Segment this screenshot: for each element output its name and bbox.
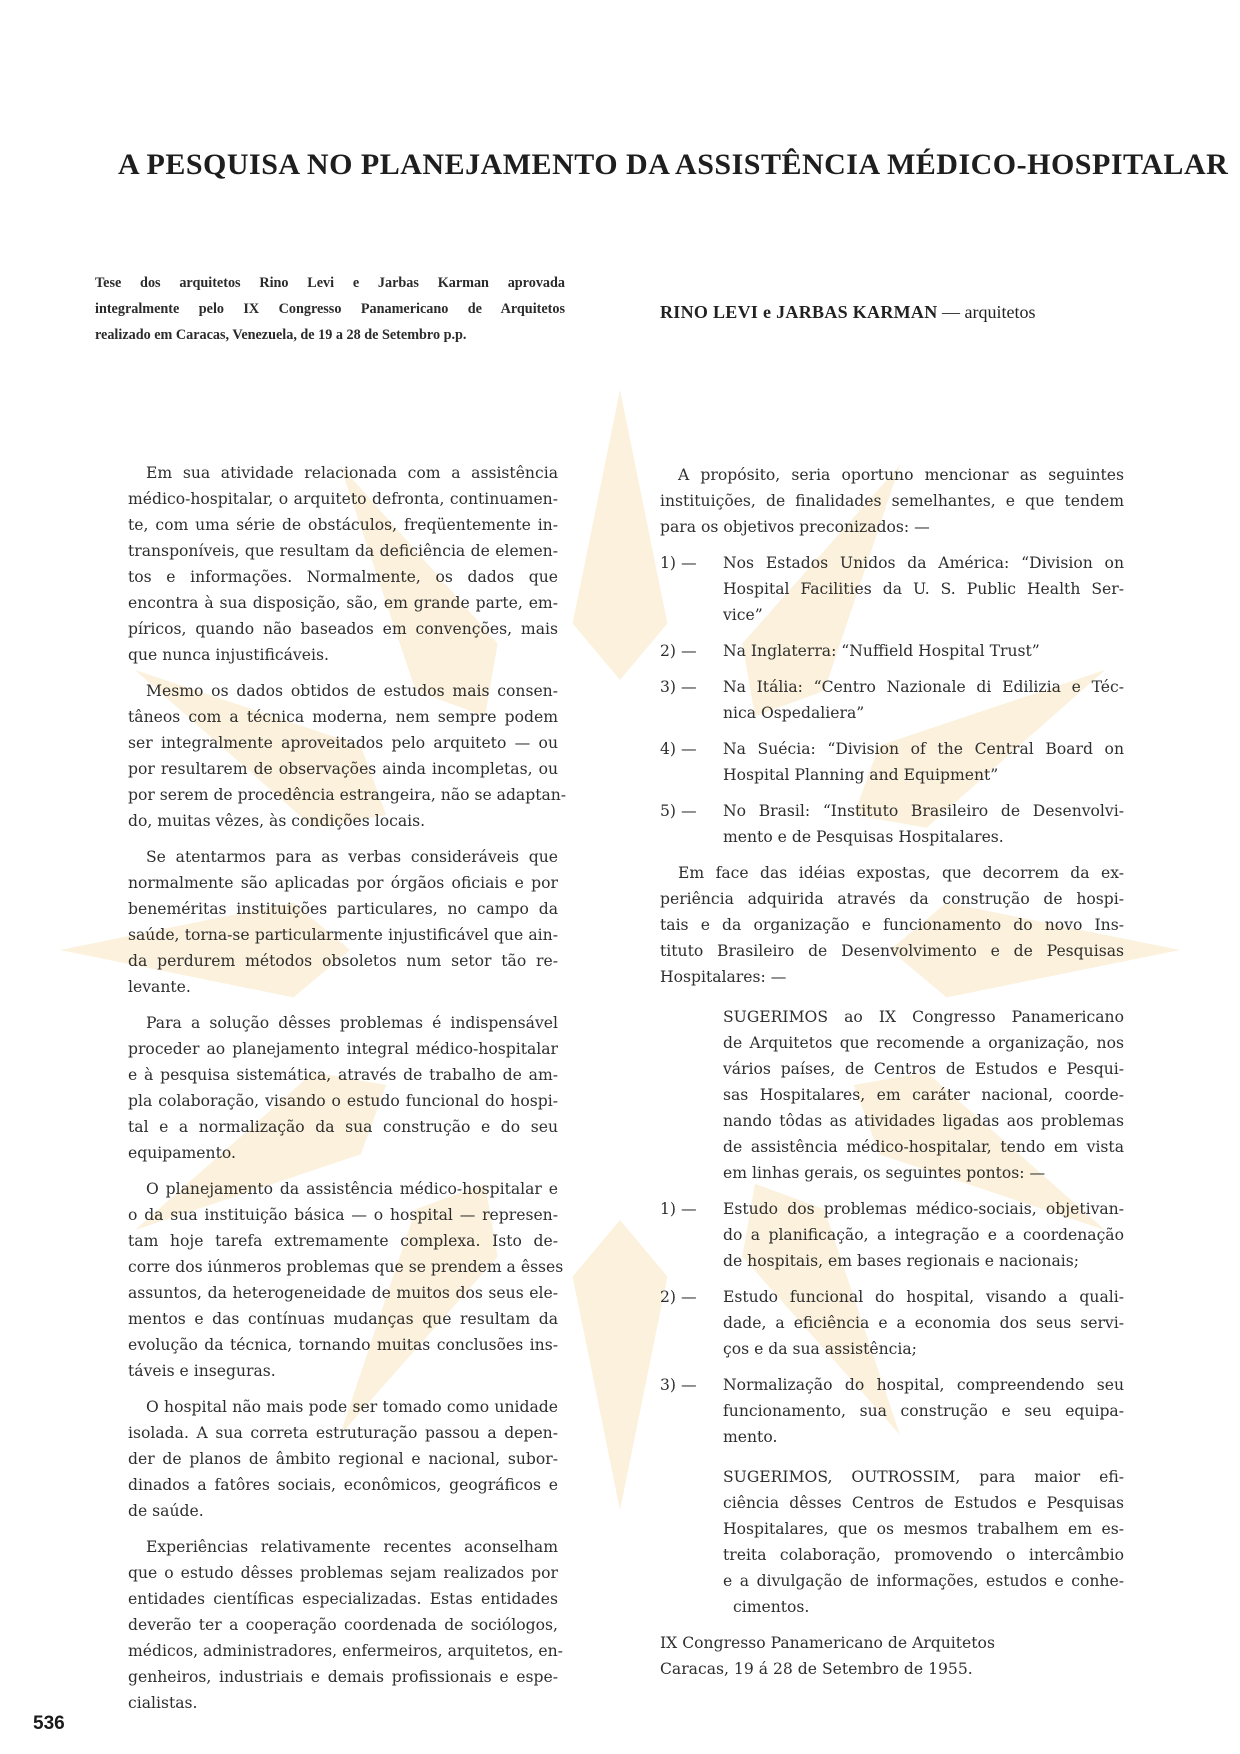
text-line: em linhas gerais, os seguintes pontos: — <box>723 1164 1046 1182</box>
institution-item <box>660 674 1124 726</box>
text-line: Experiências relativamente recentes aconselham <box>146 1538 558 1556</box>
suggestion-paragraph-1 <box>660 1004 1124 1186</box>
text-line: que nunca injustificáveis. <box>128 646 329 664</box>
text-line: genheiros, industriais e demais profissionais e espe- <box>128 1668 558 1686</box>
text-line: ços e da sua assistência; <box>723 1340 917 1358</box>
institution-item <box>660 550 1124 628</box>
text-line: SUGERIMOS ao IX Congresso Panamericano <box>723 1008 1124 1026</box>
text-line: deverão ter a cooperação coordenada de sociólogos, <box>128 1616 558 1634</box>
text-line: por serem de procedência estrangeira, não se adaptan- <box>128 786 567 804</box>
text-line: e à pesquisa sistemática, através de trabalho de am- <box>128 1066 558 1084</box>
left-column <box>128 460 567 1726</box>
text-line: de hospitais, em bases regionais e nacionais; <box>723 1252 1080 1270</box>
list-number: 1) — <box>660 554 697 572</box>
text-line: Em sua atividade relacionada com a assistência <box>146 464 558 482</box>
text-line: No Brasil: “Instituto Brasileiro de Desenvolvi- <box>723 802 1124 820</box>
thesis-line: integralmente pelo IX Congresso Panamericano de Arquitetos <box>95 301 565 317</box>
watermark-ray <box>573 390 668 680</box>
text-line: Hospitalares: — <box>660 968 787 986</box>
text-line: beneméritas instituições particulares, no campo da <box>128 900 558 918</box>
text-line: médicos, administradores, enfermeiros, arquitetos, en- <box>128 1642 563 1660</box>
list-number: 1) — <box>660 1200 697 1218</box>
text-line: Estudo dos problemas médico-sociais, objetivan- <box>723 1200 1124 1218</box>
text-line: dinados a fatôres sociais, econômicos, geográficos e <box>128 1476 558 1494</box>
institution-item <box>660 736 1124 788</box>
text-line: nando tôdas as atividades ligadas aos problemas <box>723 1112 1124 1130</box>
institution-item <box>660 798 1124 850</box>
text-line: Na Inglaterra: “Nuffield Hospital Trust” <box>723 642 1040 660</box>
text-line: ciência dêsses Centros de Estudos e Pesquisas <box>723 1494 1124 1512</box>
text-line: de saúde. <box>128 1502 204 1520</box>
point-item <box>660 1196 1124 1274</box>
text-line: sas Hospitalares, em caráter nacional, coorde- <box>723 1086 1124 1104</box>
text-line: mento. <box>723 1428 778 1446</box>
text-line: levante. <box>128 978 191 996</box>
text-line: Mesmo os dados obtidos de estudos mais consen- <box>146 682 558 700</box>
text-line: tituto Brasileiro de Desenvolvimento e de Pesquisas <box>660 942 1124 960</box>
author-role: — arquitetos <box>942 302 1036 322</box>
conclusion-paragraph <box>660 860 1124 990</box>
right-column <box>660 462 1124 1682</box>
text-line: Normalização do hospital, compreendendo seu <box>723 1376 1124 1394</box>
text-line: O planejamento da assistência médico-hospitalar e <box>146 1180 558 1198</box>
text-line: de assistência médico-hospitalar, tendo em vista <box>723 1138 1124 1156</box>
text-line: de Arquitetos que recomende a organização, nos <box>723 1034 1124 1052</box>
signoff <box>660 1630 1124 1682</box>
text-line: IX Congresso Panamericano de Arquitetos <box>660 1634 995 1652</box>
text-line: tais e da organização e funcionamento do novo Ins- <box>660 916 1124 934</box>
list-number: 2) — <box>660 642 697 660</box>
point-item <box>660 1284 1124 1362</box>
text-line: e a divulgação de informações, estudos e conhe- <box>723 1572 1124 1590</box>
point-item <box>660 1372 1124 1450</box>
text-line: corre dos iúnmeros problemas que se prendem a êsses <box>128 1258 564 1276</box>
article-title: A PESQUISA NO PLANEJAMENTO DA ASSISTÊNCIA MÉDICO-HOSPITALAR <box>118 148 1229 182</box>
text-line: Na Itália: “Centro Nazionale di Edilizia e Téc- <box>723 678 1124 696</box>
text-line: te, com uma série de obstáculos, freqüentemente in- <box>128 516 558 534</box>
text-line: mento e de Pesquisas Hospitalares. <box>723 828 1004 846</box>
text-line: médico-hospitalar, o arquiteto defronta, continuamen- <box>128 490 558 508</box>
text-line: treita colaboração, promovendo o intercâmbio <box>723 1546 1124 1564</box>
text-line: cimentos. <box>733 1598 810 1616</box>
text-line: píricos, quando não baseados em convenções, mais <box>128 620 558 638</box>
body-paragraph <box>128 1394 558 1524</box>
list-number: 5) — <box>660 802 697 820</box>
text-line: por resultarem de observações ainda incompletas, ou <box>128 760 558 778</box>
institution-item <box>660 638 1124 664</box>
text-line: do, muitas vêzes, às condições locais. <box>128 812 426 830</box>
text-line: dade, a eficiência e a economia dos seus servi- <box>723 1314 1124 1332</box>
text-line: mentos e das contínuas mudanças que resultam da <box>128 1310 558 1328</box>
text-line: Nos Estados Unidos da América: “Division on <box>723 554 1124 572</box>
text-line: do a planificação, a integração e a coordenação <box>723 1226 1124 1244</box>
body-paragraph <box>128 460 558 668</box>
list-number: 3) — <box>660 678 697 696</box>
thesis-line: Tese dos arquitetos Rino Levi e Jarbas Karman aprovada <box>95 275 565 291</box>
author-names: RINO LEVI e JARBAS KARMAN <box>660 302 938 322</box>
text-line: saúde, torna-se particularmente injustificável que ain- <box>128 926 558 944</box>
text-line: o da sua instituição básica — o hospital — represen- <box>128 1206 558 1224</box>
intro-paragraph <box>660 462 1124 540</box>
text-line: equipamento. <box>128 1144 236 1162</box>
text-line: Na Suécia: “Division of the Central Board on <box>723 740 1124 758</box>
text-line: Para a solução dêsses problemas é indispensável <box>146 1014 558 1032</box>
text-line: isolada. A sua correta estruturação passou a depen- <box>128 1424 558 1442</box>
text-line: A propósito, seria oportuno mencionar as seguintes <box>678 466 1124 484</box>
text-line: tos e informações. Normalmente, os dados que <box>128 568 558 586</box>
text-line: pla colaboração, visando o estudo funcional do hospi- <box>128 1092 558 1110</box>
text-line: Em face das idéias expostas, que decorrem da ex- <box>678 864 1124 882</box>
text-line: entidades científicas especializadas. Estas entidades <box>128 1590 558 1608</box>
text-line: instituições, de finalidades semelhantes, e que tendem <box>660 492 1124 510</box>
list-number: 3) — <box>660 1376 697 1394</box>
text-line: nica Ospedaliera” <box>723 704 865 722</box>
list-number: 2) — <box>660 1288 697 1306</box>
text-line: Estudo funcional do hospital, visando a quali- <box>723 1288 1124 1306</box>
text-line: tal e a normalização da sua construção e do seu <box>128 1118 558 1136</box>
text-line: transponíveis, que resultam da deficiência de elemen- <box>128 542 558 560</box>
text-line: tam hoje tarefa extremamente complexa. Isto de- <box>128 1232 558 1250</box>
page-number: 536 <box>33 1713 65 1734</box>
text-line: Se atentarmos para as verbas consideráveis que <box>146 848 558 866</box>
body-paragraph <box>128 844 558 1000</box>
body-paragraph <box>128 1010 558 1166</box>
body-paragraph <box>128 1534 563 1716</box>
text-line: Caracas, 19 á 28 de Setembro de 1955. <box>660 1660 973 1678</box>
text-line: cialistas. <box>128 1694 198 1712</box>
author-byline <box>660 302 1036 323</box>
text-line: Hospital Facilities da U. S. Public Health Ser- <box>723 580 1124 598</box>
text-line: proceder ao planejamento integral médico-hospitalar <box>128 1040 558 1058</box>
body-paragraph <box>128 1176 564 1384</box>
thesis-line: realizado em Caracas, Venezuela, de 19 a 28 de Setembro p.p. <box>95 327 467 343</box>
thesis-note <box>95 270 565 348</box>
text-line: Hospital Planning and Equipment” <box>723 766 999 784</box>
text-line: vice” <box>723 606 763 624</box>
text-line: funcionamento, sua construção e seu equipa- <box>723 1402 1124 1420</box>
text-line: tâneos com a técnica moderna, nem sempre podem <box>128 708 558 726</box>
text-line: ser integralmente aproveitados pelo arquiteto — ou <box>128 734 558 752</box>
text-line: der de planos de âmbito regional e nacional, subor- <box>128 1450 558 1468</box>
text-line: encontra à sua disposição, são, em grande parte, em- <box>128 594 558 612</box>
text-line: assuntos, da heterogeneidade de muitos dos seus ele- <box>128 1284 558 1302</box>
text-line: táveis e inseguras. <box>128 1362 276 1380</box>
text-line: que o estudo dêsses problemas sejam realizados por <box>128 1564 558 1582</box>
text-line: da perdurem métodos obsoletos num setor tão re- <box>128 952 558 970</box>
points-list <box>660 1196 1124 1450</box>
text-line: para os objetivos preconizados: — <box>660 518 930 536</box>
text-line: periência adquirida através da construção de hospi- <box>660 890 1124 908</box>
watermark-ray <box>573 1220 668 1510</box>
text-line: O hospital não mais pode ser tomado como unidade <box>146 1398 558 1416</box>
institutions-list <box>660 550 1124 850</box>
text-line: normalmente são aplicadas por órgãos oficiais e por <box>128 874 558 892</box>
list-number: 4) — <box>660 740 697 758</box>
body-paragraph <box>128 678 567 834</box>
text-line: SUGERIMOS, OUTROSSIM, para maior efi- <box>723 1468 1124 1486</box>
text-line: vários países, de Centros de Estudos e Pesqui- <box>723 1060 1124 1078</box>
text-line: evolução da técnica, tornando muitas conclusões ins- <box>128 1336 558 1354</box>
text-line: Hospitalares, que os mesmos trabalhem em es- <box>723 1520 1124 1538</box>
suggestion-paragraph-2 <box>660 1464 1124 1620</box>
